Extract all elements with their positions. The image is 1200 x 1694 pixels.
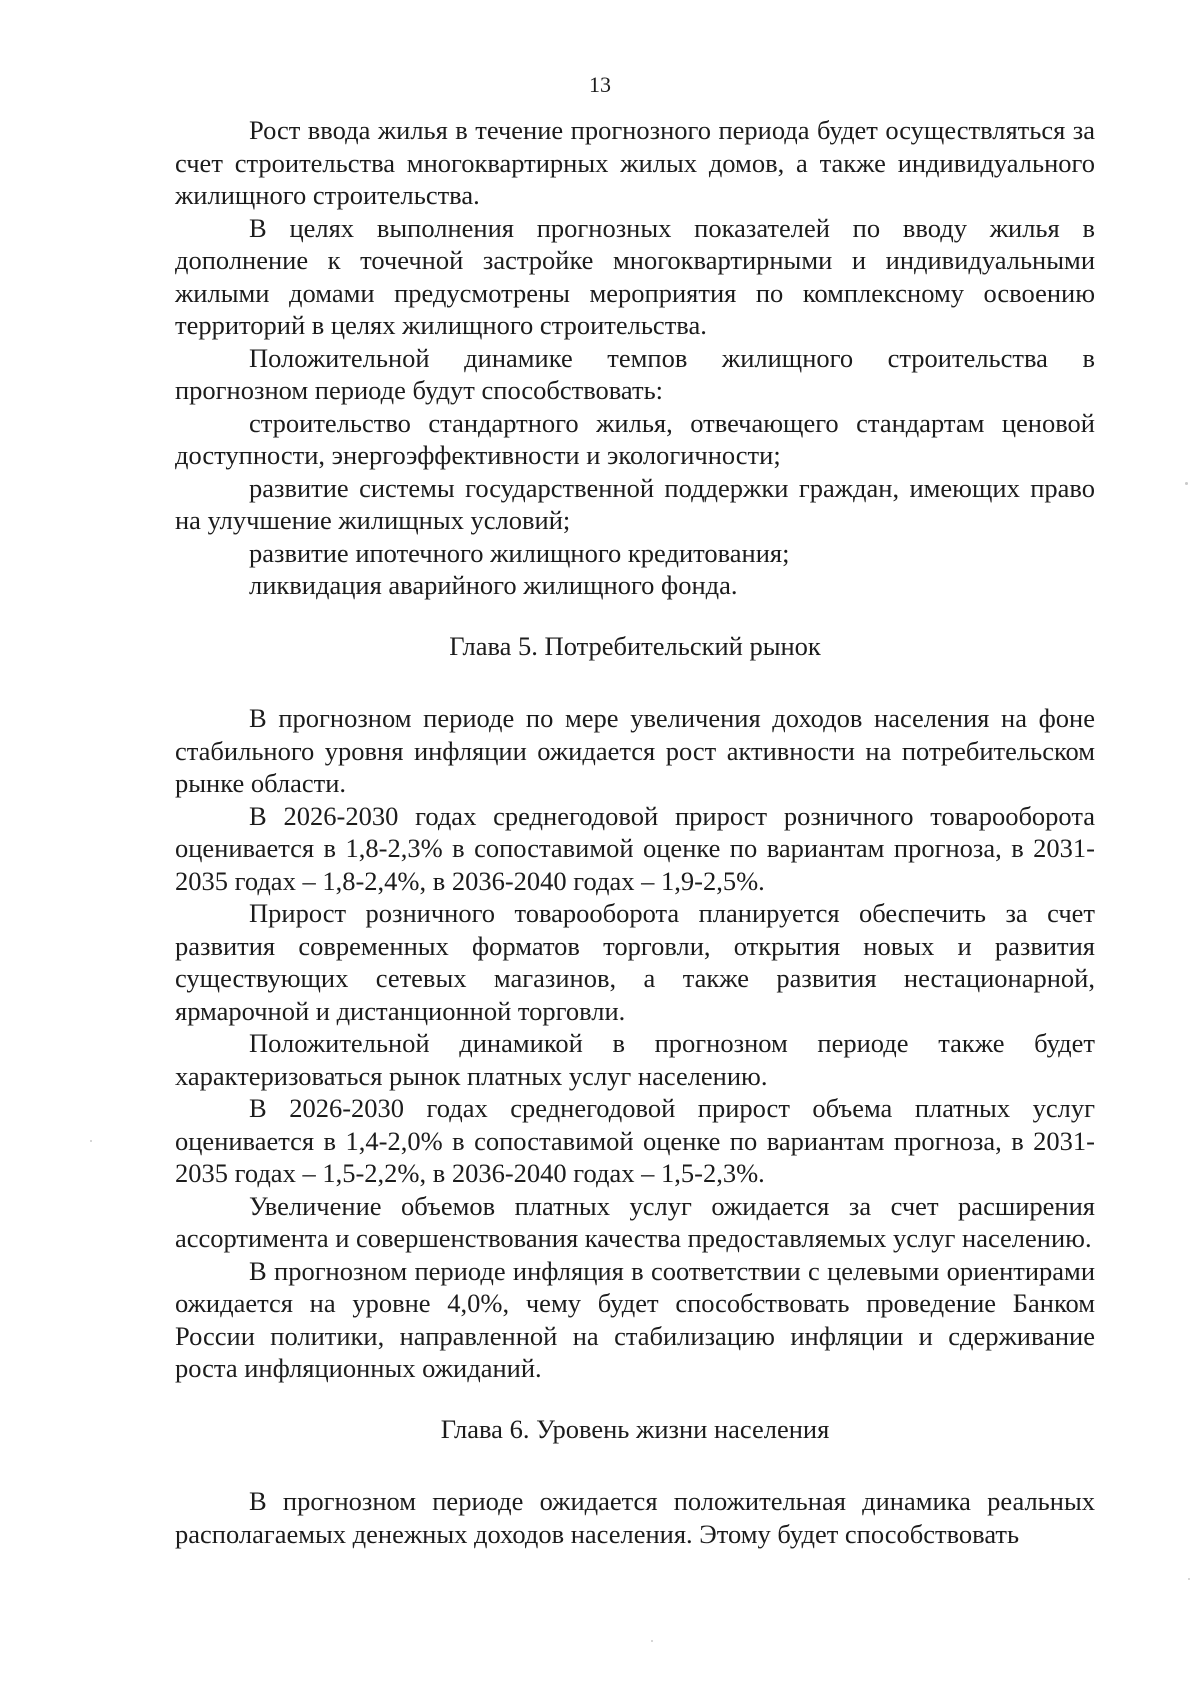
scan-speck (1185, 482, 1188, 485)
paragraph: В целях выполнения прогнозных показателей по вводу жилья в дополнение к точечной застройке многоквартирными и индивидуальными жилыми домами предусмотрены мероприятия по комплексному освоению территорий в целях жилищного строительства. (175, 212, 1095, 340)
paragraph: В прогнозном периоде инфляция в соответствии с целевыми ориентирами ожидается на уровне 4,0%, чему будет способствовать проведение Банком России политики, направленной на стабилизацию инфляции и сдерживание роста инфляционных ожиданий. (175, 1255, 1095, 1383)
list-item: развитие системы государственной поддержки граждан, имеющих право на улучшение жилищных условий; (175, 472, 1095, 535)
paragraph: В прогнозном периоде ожидается положительная динамика реальных располагаемых денежных доходов населения. Этому будет способствовать (175, 1486, 1095, 1549)
list-item: ликвидация аварийного жилищного фонда. (249, 570, 738, 600)
scan-speck (1188, 1578, 1190, 1580)
paragraph: Положительной динамике темпов жилищного строительства в прогнозном периоде будут способствовать: (175, 342, 1095, 405)
paragraph: Рост ввода жилья в течение прогнозного периода будет осуществляться за счет строительства многоквартирных жилых домов, а также индивидуального жилищного строительства. (175, 115, 1095, 210)
list-item: строительство стандартного жилья, отвечающего стандартам ценовой доступности, энергоэффективности и экологичности; (175, 407, 1095, 470)
chapter-6-heading: Глава 6. Уровень жизни населения (440, 1413, 830, 1444)
scan-speck (651, 1640, 653, 1642)
paragraph: Увеличение объемов платных услуг ожидается за счет расширения ассортимента и совершенствования качества предоставляемых услуг населению. (175, 1190, 1095, 1253)
paragraph: Прирост розничного товарооборота планируется обеспечить за счет развития современных форматов торговли, открытия новых и развития существующих сетевых магазинов, а также развития нестационарной, ярмарочной и дистанционной торговли. (175, 898, 1095, 1026)
page-number: 13 (589, 72, 611, 97)
paragraph: В прогнозном периоде по мере увеличения доходов населения на фоне стабильного уровня инфляции ожидается рост активности на потребительском рынке области. (175, 703, 1095, 798)
page-body (175, 114, 1095, 1550)
paragraph: В 2026-2030 годах среднегодовой прирост розничного товарооборота оценивается в 1,8-2,3% в сопоставимой оценке по вариантам прогноза, в 2031-2035 годах – 1,8-2,4%, в 2036-2040 годах – 1,9-2,5%. (175, 800, 1095, 896)
chapter-5-heading: Глава 5. Потребительский рынок (449, 630, 821, 661)
scan-speck (90, 1140, 92, 1142)
paragraph: В 2026-2030 годах среднегодовой прирост объема платных услуг оценивается в 1,4-2,0% в сопоставимой оценке по вариантам прогноза, в 2031-2035 годах – 1,5-2,2%, в 2036-2040 годах – 1,5-2,3%. (175, 1093, 1095, 1188)
paragraph: Положительной динамикой в прогнозном периоде также будет характеризоваться рынок платных услуг населению. (175, 1028, 1095, 1091)
list-item: развитие ипотечного жилищного кредитования; (249, 537, 790, 568)
